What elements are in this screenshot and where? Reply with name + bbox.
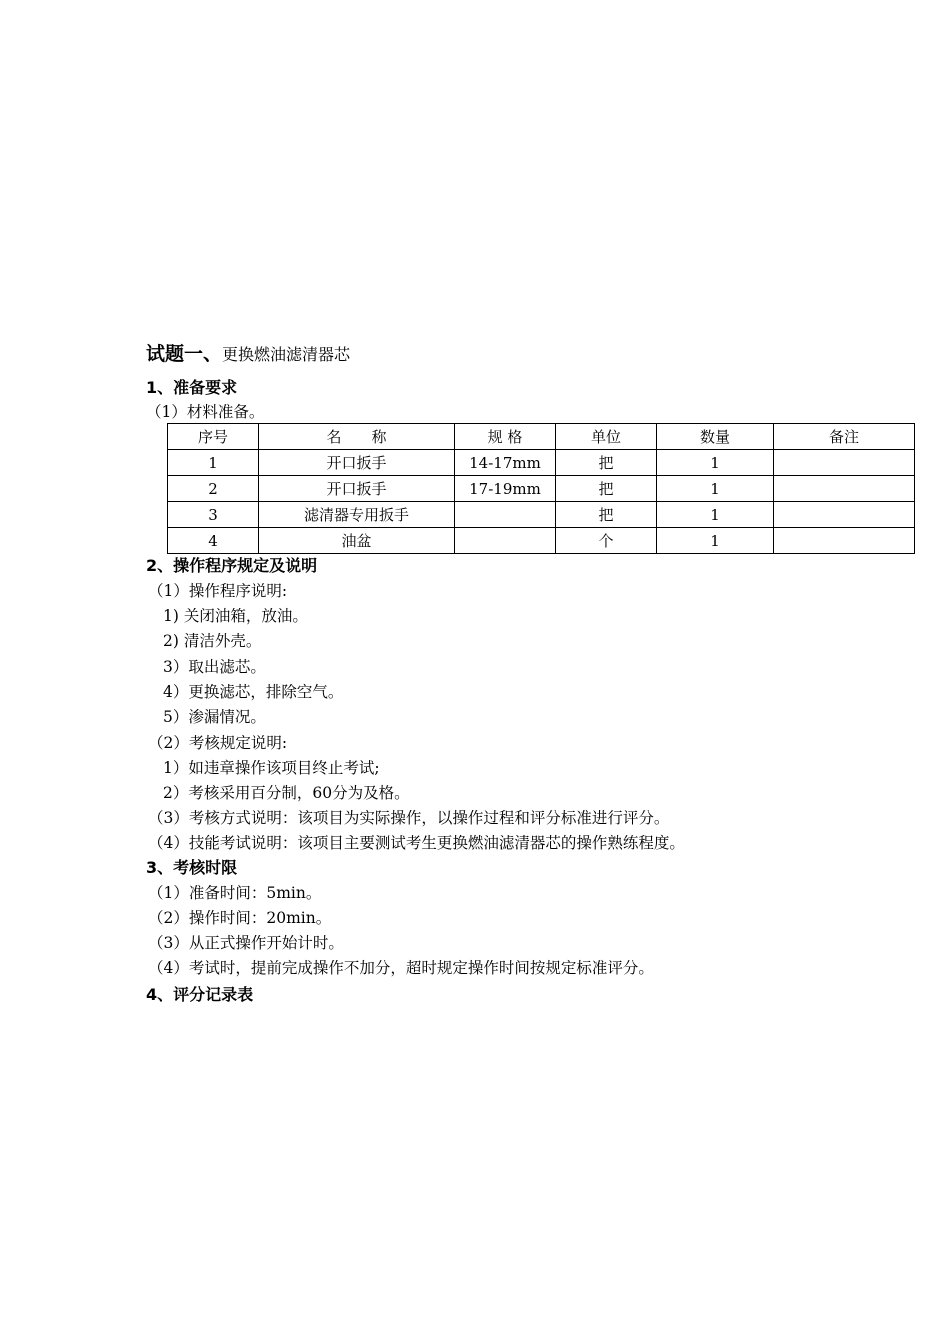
- table-row: [168, 528, 915, 554]
- table-cell: 开口扳手: [259, 450, 455, 476]
- table-cell: [455, 528, 556, 554]
- section2-line: （2）考核规定说明:: [148, 734, 288, 752]
- section1-heading: 1、准备要求: [146, 378, 238, 397]
- section1-sub: （1）材料准备。: [146, 403, 265, 421]
- section4-heading: 4、评分记录表: [146, 985, 254, 1004]
- section2-line: 1) 关闭油箱，放油。: [163, 607, 308, 625]
- section2-line: 4）更换滤芯，排除空气。: [163, 683, 344, 701]
- table-cell: 把: [556, 450, 657, 476]
- section2-line: 1）如违章操作该项目终止考试;: [163, 759, 380, 777]
- section2-line: 2）考核采用百分制，60分为及格。: [163, 784, 410, 802]
- materials-table: [167, 423, 915, 554]
- header-cell: 名 称: [259, 424, 455, 450]
- table-row: [168, 476, 915, 502]
- table-cell: 1: [657, 450, 774, 476]
- header-cell: 规 格: [455, 424, 556, 450]
- table-cell: [774, 450, 915, 476]
- section2-line: （1）操作程序说明:: [148, 582, 288, 600]
- table-cell: [774, 476, 915, 502]
- table-cell: 油盆: [259, 528, 455, 554]
- table-cell: 把: [556, 476, 657, 502]
- section2-line: （4）技能考试说明：该项目主要测试考生更换燃油滤清器芯的操作熟练程度。: [148, 834, 685, 852]
- section3-line: （4）考试时，提前完成操作不加分，超时规定操作时间按规定标准评分。: [148, 959, 654, 977]
- title-prefix: 试题一、: [146, 343, 223, 365]
- table-cell: [774, 502, 915, 528]
- table-header-row: [168, 424, 915, 450]
- section2-line: 5）渗漏情况。: [163, 708, 266, 726]
- section2-line: 2) 清洁外壳。: [163, 632, 262, 650]
- table-cell: [455, 502, 556, 528]
- table-cell: 1: [657, 476, 774, 502]
- table-cell: 滤清器专用扳手: [259, 502, 455, 528]
- table-cell: 个: [556, 528, 657, 554]
- table-cell: 14-17mm: [455, 450, 556, 476]
- section3-line: （1）准备时间：5min。: [148, 884, 322, 902]
- section3-heading: 3、考核时限: [146, 858, 238, 877]
- table-cell: 4: [168, 528, 259, 554]
- page-title: [146, 339, 350, 366]
- section2-heading: 2、操作程序规定及说明: [146, 556, 318, 575]
- section3-line: （2）操作时间：20min。: [148, 909, 332, 927]
- table-row: [168, 450, 915, 476]
- table-cell: 1: [657, 528, 774, 554]
- section2-line: （3）考核方式说明：该项目为实际操作，以操作过程和评分标准进行评分。: [148, 809, 670, 827]
- table-cell: [774, 528, 915, 554]
- section2-line: 3）取出滤芯。: [163, 658, 266, 676]
- table-cell: 2: [168, 476, 259, 502]
- table-cell: 1: [168, 450, 259, 476]
- table-cell: 1: [657, 502, 774, 528]
- header-cell: 数量: [657, 424, 774, 450]
- section3-line: （3）从正式操作开始计时。: [148, 934, 344, 952]
- table-cell: 把: [556, 502, 657, 528]
- header-cell: 备注: [774, 424, 915, 450]
- table-cell: 3: [168, 502, 259, 528]
- table-row: [168, 502, 915, 528]
- header-cell: 单位: [556, 424, 657, 450]
- table-cell: 17-19mm: [455, 476, 556, 502]
- table-cell: 开口扳手: [259, 476, 455, 502]
- header-cell: 序号: [168, 424, 259, 450]
- title-text: 更换燃油滤清器芯: [222, 345, 351, 364]
